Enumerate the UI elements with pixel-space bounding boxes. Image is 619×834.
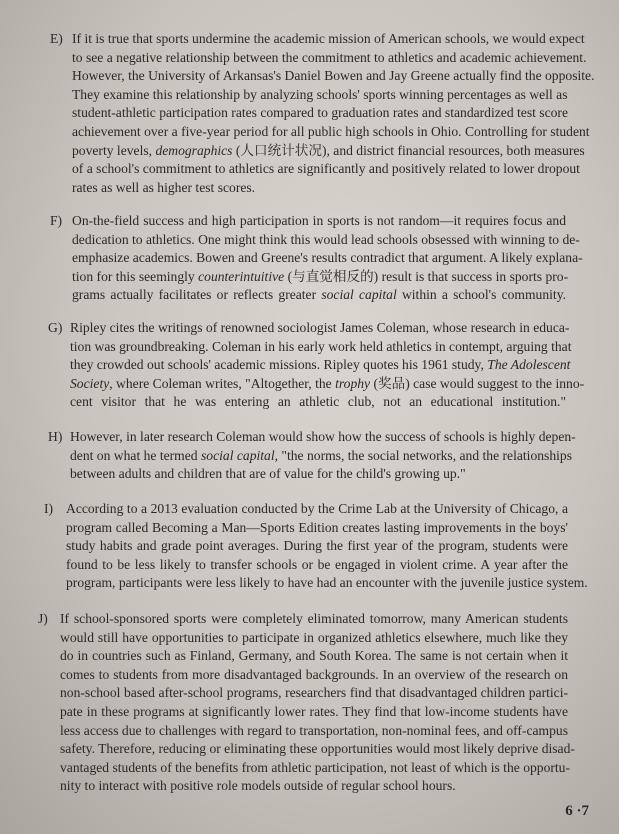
text-line xyxy=(0,537,619,556)
line-text: They examine this relationship by analyzing schools' sports winning percentages as well as xyxy=(72,86,568,102)
paragraph-g xyxy=(0,319,619,412)
line-text: program, participants were less likely to have had an encounter with the juvenile justice system. xyxy=(66,575,588,591)
line-text: would still have opportunities to participate in organized athletics elsewhere, much like they xyxy=(60,629,568,645)
text-line xyxy=(0,249,619,268)
line-text: dedication to athletics. One might think this would lead schools obsessed with winning to de- xyxy=(72,231,580,247)
line-text: However, in later research Coleman would show how the success of schools is highly depen- xyxy=(70,429,576,444)
line-text: According to a 2013 evaluation conducted by the Crime Lab at the University of Chicago, a xyxy=(66,501,568,516)
paragraph-label: F) xyxy=(50,213,63,228)
text-line xyxy=(0,465,619,484)
text-line xyxy=(0,30,619,49)
line-text: pate in these programs at significantly lower rates. They find that low-income students have xyxy=(60,703,568,719)
paragraph-label: J) xyxy=(38,611,48,626)
text-line xyxy=(0,49,619,68)
text-line xyxy=(0,703,619,722)
text-line xyxy=(0,123,619,142)
text-line xyxy=(0,610,619,629)
text-line xyxy=(0,519,619,538)
line-text: study habits and grade point averages. During the first year of the program, students were xyxy=(66,538,568,554)
line-text: of a school's commitment to athletics are significantly and positively related to lower dropout xyxy=(72,161,580,177)
line-text: Society, where Coleman writes, "Altogether, the trophy (奖品) case would suggest to the inno- xyxy=(70,375,585,391)
paragraph-label: I) xyxy=(44,501,54,516)
page-number: 6 ·7 xyxy=(565,803,589,819)
paragraph-body xyxy=(0,319,619,412)
text-line xyxy=(0,777,619,796)
text-line xyxy=(0,500,619,519)
text-line xyxy=(0,447,619,466)
text-line xyxy=(0,740,619,759)
text-line xyxy=(0,231,619,250)
text-line xyxy=(0,286,619,305)
text-line xyxy=(0,722,619,741)
text-line xyxy=(0,160,619,179)
paragraph-body xyxy=(0,212,619,305)
text-line xyxy=(0,268,619,287)
line-text: emphasize academics. Bowen and Greene's results contradict that argument. A likely explana- xyxy=(72,250,583,266)
paragraph-e xyxy=(0,30,619,197)
text-line xyxy=(0,338,619,357)
line-text: If school-sponsored sports were completely eliminated tomorrow, many American students xyxy=(60,611,568,626)
line-text: student-athletic participation rates compared to graduation rates and standardized test score xyxy=(72,105,568,121)
line-text: poverty levels, demographics (人口统计状况), and district financial resources, both measures xyxy=(72,142,585,158)
line-text: less access due to challenges with regard to transportation, non-nominal fees, and off-campus xyxy=(60,722,568,738)
text-line xyxy=(0,356,619,375)
paragraph-body xyxy=(0,500,619,593)
text-line xyxy=(0,556,619,575)
text-line xyxy=(0,428,619,447)
paragraph-body xyxy=(0,30,619,197)
text-line xyxy=(0,759,619,778)
text-line xyxy=(0,647,619,666)
line-text: to see a negative relationship between the commitment to athletics and academic achievement. xyxy=(72,49,587,65)
text-line xyxy=(0,684,619,703)
paragraph-j xyxy=(0,610,619,796)
text-line xyxy=(0,666,619,685)
line-text: However, the University of Arkansas's Daniel Bowen and Jay Greene actually find the opposite. xyxy=(72,68,595,84)
text-line xyxy=(0,142,619,161)
text-line xyxy=(0,86,619,105)
line-text: rates as well as higher test scores. xyxy=(72,179,256,195)
line-text: between adults and children that are of value for the child's growing up." xyxy=(70,466,466,482)
paragraph-label: G) xyxy=(48,320,63,335)
line-text: program called Becoming a Man—Sports Edition creates lasting improvements in the boys' xyxy=(66,519,568,535)
text-line xyxy=(0,179,619,198)
text-line xyxy=(0,629,619,648)
line-text: achievement over a five-year period for all public high schools in Ohio. Controlling for student xyxy=(72,123,590,139)
line-text: non-school based after-school programs, researchers find that disadvantaged children partici- xyxy=(60,685,568,701)
text-line xyxy=(0,319,619,338)
line-text: grams actually facilitates or reflects greater social capital within a school's community. xyxy=(72,287,567,303)
paragraph-label: E) xyxy=(50,31,63,46)
text-line xyxy=(0,393,619,412)
text-line xyxy=(0,574,619,593)
line-text: comes to students from more disadvantaged backgrounds. In an overview of the research on xyxy=(60,666,568,682)
line-text: cent visitor that he was entering an athletic club, not an educational institution." xyxy=(70,394,566,410)
line-text: found to be less likely to transfer schools or be engaged in violent crime. A year after the xyxy=(66,556,568,572)
line-text: safety. Therefore, reducing or eliminating these opportunities would most likely deprive disad- xyxy=(60,741,575,757)
line-text: nity to interact with positive role models outside of regular school hours. xyxy=(60,778,456,794)
line-text: do in countries such as Finland, Germany, and South Korea. The same is not certain when it xyxy=(60,648,568,664)
line-text: If it is true that sports undermine the academic mission of American schools, we would expect xyxy=(72,31,585,46)
paragraph-h xyxy=(0,428,619,484)
paragraph-i xyxy=(0,500,619,593)
paragraph-body xyxy=(0,610,619,796)
text-line xyxy=(0,104,619,123)
line-text: tion for this seemingly counterintuitive (与直觉相反的) result is that success in sports pro- xyxy=(72,268,569,284)
paragraph-f xyxy=(0,212,619,305)
text-line xyxy=(0,67,619,86)
line-text: vantaged students of the benefits from athletic participation, not least of which is the opportu- xyxy=(60,759,571,775)
line-text: dent on what he termed social capital, "the norms, the social networks, and the relationships xyxy=(70,447,573,463)
paragraph-body xyxy=(0,428,619,484)
paragraph-label: H) xyxy=(48,429,63,444)
line-text: Ripley cites the writings of renowned sociologist James Coleman, whose research in educa- xyxy=(70,320,570,335)
text-line xyxy=(0,375,619,394)
line-text: they crowded out schools' academic missions. Ripley quotes his 1961 study, The Adolescent xyxy=(70,357,571,373)
line-text: On-the-field success and high participation in sports is not random—it requires focus and xyxy=(72,213,566,228)
text-line xyxy=(0,212,619,231)
line-text: tion was groundbreaking. Coleman in his early work held athletics in contempt, arguing that xyxy=(70,338,572,354)
